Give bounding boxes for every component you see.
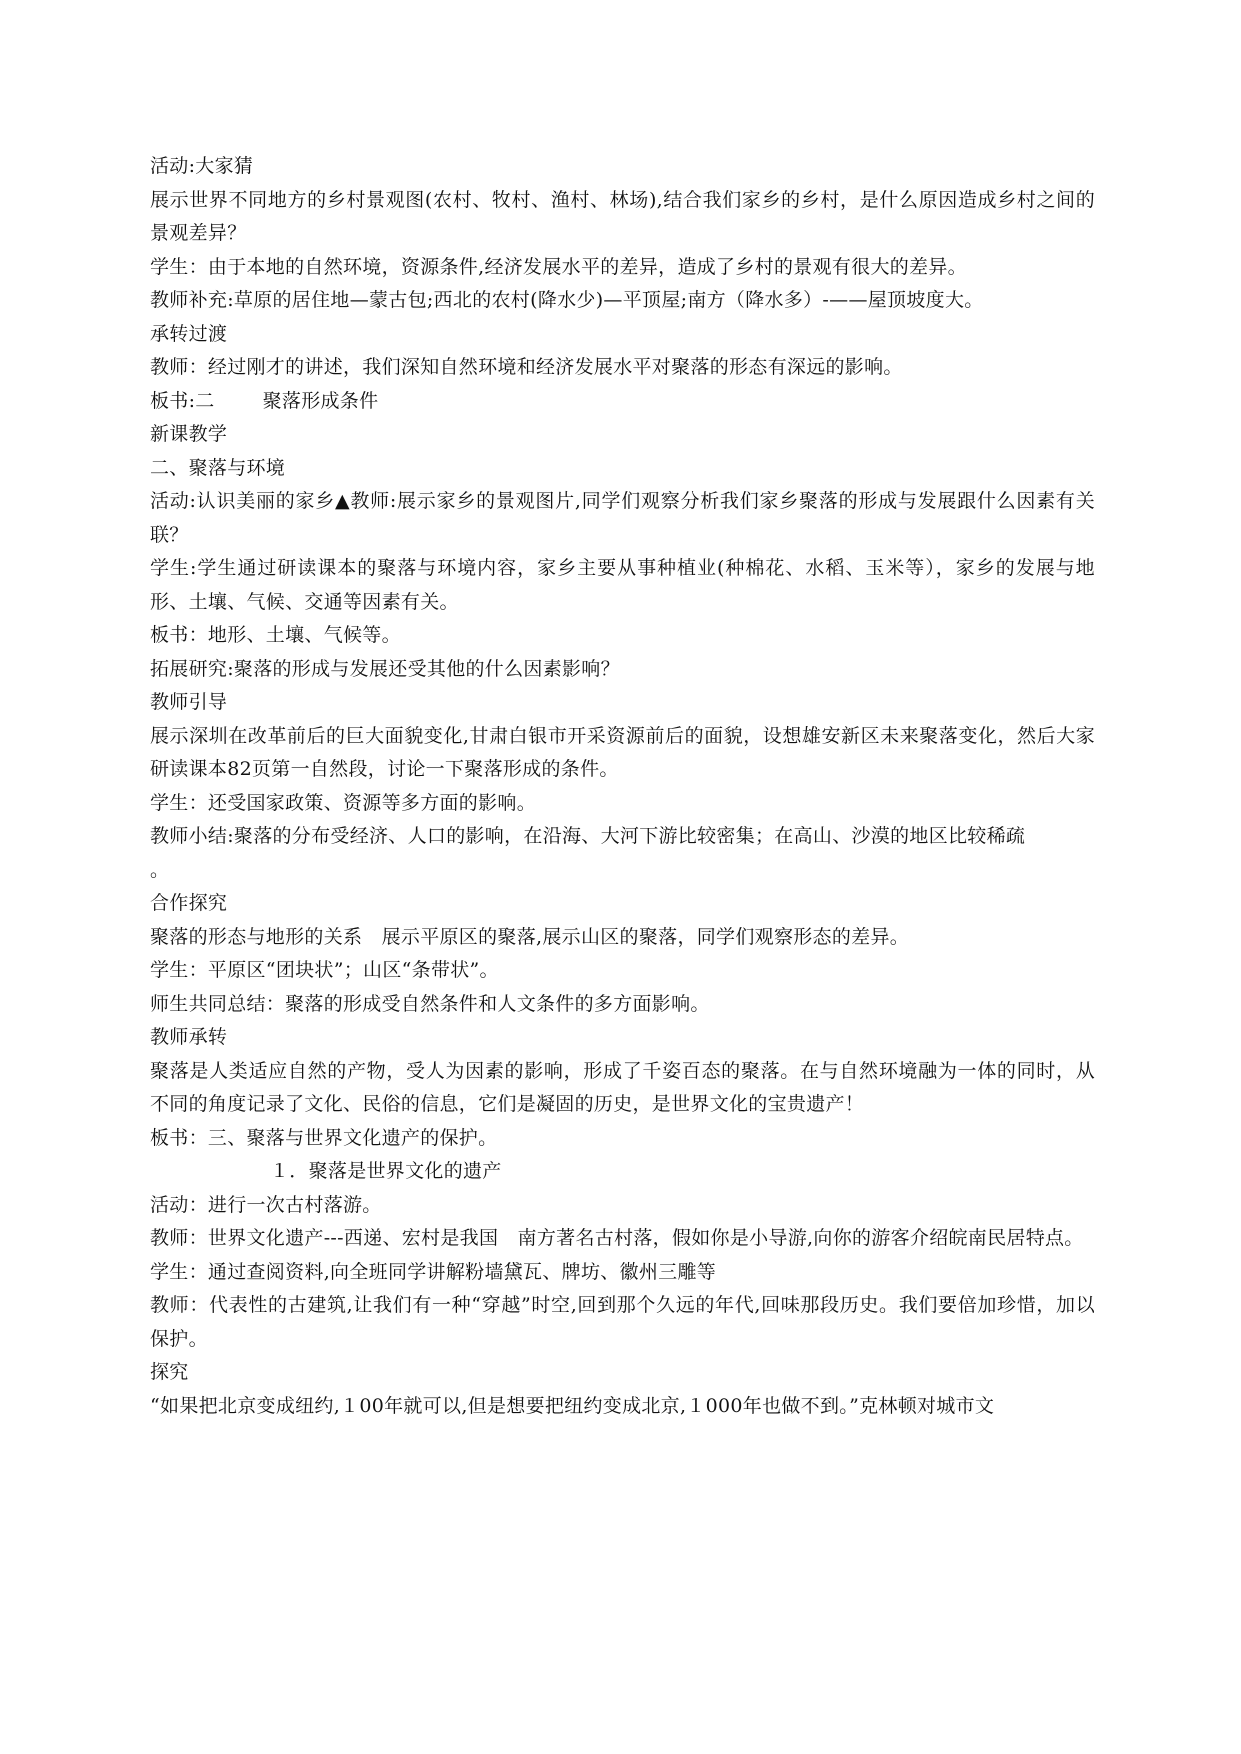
- text-line: 二、聚落与环境: [150, 456, 286, 479]
- heading-prefix: 板书:二: [150, 389, 215, 412]
- text-line: 活动：进行一次古村落游。: [150, 1193, 382, 1216]
- text-line: “如果把北京变成纽约,１00年就可以,但是想要把纽约变成北京,１000年也做不到。”克林顿对城市文: [150, 1394, 995, 1417]
- text-line: 教师引导: [150, 691, 228, 713]
- text-line: 教师：经过刚才的讲述，我们深知自然环境和经济发展水平对聚落的形态有深远的影响。: [150, 356, 903, 378]
- text-line: 学生：平原区“团块状”；山区“条带状”。: [150, 959, 499, 981]
- text-line: 教师承转: [150, 1026, 228, 1048]
- text-paragraph: 教师：世界文化遗产---西递、宏村是我国 南方著名古村落，假如你是小导游,向你的游客介绍皖南民居特点。: [150, 1227, 1084, 1249]
- heading-title: 聚落形成条件: [262, 389, 379, 412]
- text-line: 聚落的形态与地形的关系 展示平原区的聚落,展示山区的聚落，同学们观察形态的差异。: [150, 925, 910, 948]
- text-paragraph: 学生:学生通过研读课本的聚落与环境内容，家乡主要从事种植业(种棉花、水稻、玉米等），家乡的发展与地形、土壤、气候、交通等因素有关。: [150, 557, 1095, 613]
- text-paragraph: 教师：代表性的古建筑,让我们有一种“穿越”时空,回到那个久远的年代,回味那段历史。我们要倍加珍惜，加以保护。: [150, 1294, 1095, 1350]
- text-line: 承转过渡: [150, 322, 228, 345]
- text-line: 学生：由于本地的自然环境，资源条件,经济发展水平的差异，造成了乡村的景观有很大的差异。: [150, 255, 967, 278]
- text-line: 教师补充:草原的居住地—蒙古包;西北的农村(降水少)—平顶屋;南方（降水多）-——屋顶坡度大。: [150, 289, 984, 311]
- text-line: 板书：地形、土壤、气候等。: [150, 624, 401, 646]
- text-line: 学生：通过查阅资料,向全班同学讲解粉墙黛瓦、牌坊、徽州三雕等: [150, 1260, 717, 1283]
- text-line: 。: [150, 858, 170, 881]
- text-line: 拓展研究:聚落的形成与发展还受其他的什么因素影响？: [150, 657, 620, 680]
- text-paragraph: 展示世界不同地方的乡村景观图(农村、牧村、渔村、林场),结合我们家乡的乡村，是什么原因造成乡村之间的景观差异？: [150, 188, 1095, 244]
- text-line: 师生共同总结：聚落的形成受自然条件和人文条件的多方面影响。: [150, 992, 710, 1015]
- text-line: 新课教学: [150, 423, 228, 445]
- document-body: [150, 150, 1095, 1423]
- text-line: 板书：三、聚落与世界文化遗产的保护。: [150, 1126, 498, 1149]
- blackboard-heading: [150, 385, 1095, 419]
- text-line: 探究: [150, 1361, 189, 1383]
- text-paragraph: 活动:认识美丽的家乡▲教师:展示家乡的景观图片,同学们观察分析我们家乡聚落的形成与发展跟什么因素有关联？: [150, 490, 1095, 546]
- text-paragraph: 聚落是人类适应自然的产物，受人为因素的影响，形成了千姿百态的聚落。在与自然环境融为一体的同时，从不同的角度记录了文化、民俗的信息，它们是凝固的历史，是世界文化的宝贵遗产！: [150, 1059, 1095, 1115]
- text-line: 学生：还受国家政策、资源等多方面的影响。: [150, 791, 537, 814]
- text-paragraph: 展示深圳在改革前后的巨大面貌变化,甘肃白银市开采资源前后的面貌，设想雄安新区未来聚落变化，然后大家研读课本82页第一自然段，讨论一下聚落形成的条件。: [150, 724, 1095, 780]
- text-line: 活动:大家猜: [150, 155, 254, 177]
- text-line: 合作探究: [150, 892, 228, 914]
- text-line: 教师小结:聚落的分布受经济、人口的影响，在沿海、大河下游比较密集；在高山、沙漠的地区比较稀疏: [150, 825, 1026, 847]
- text-line: １．聚落是世界文化的遗产: [270, 1160, 502, 1182]
